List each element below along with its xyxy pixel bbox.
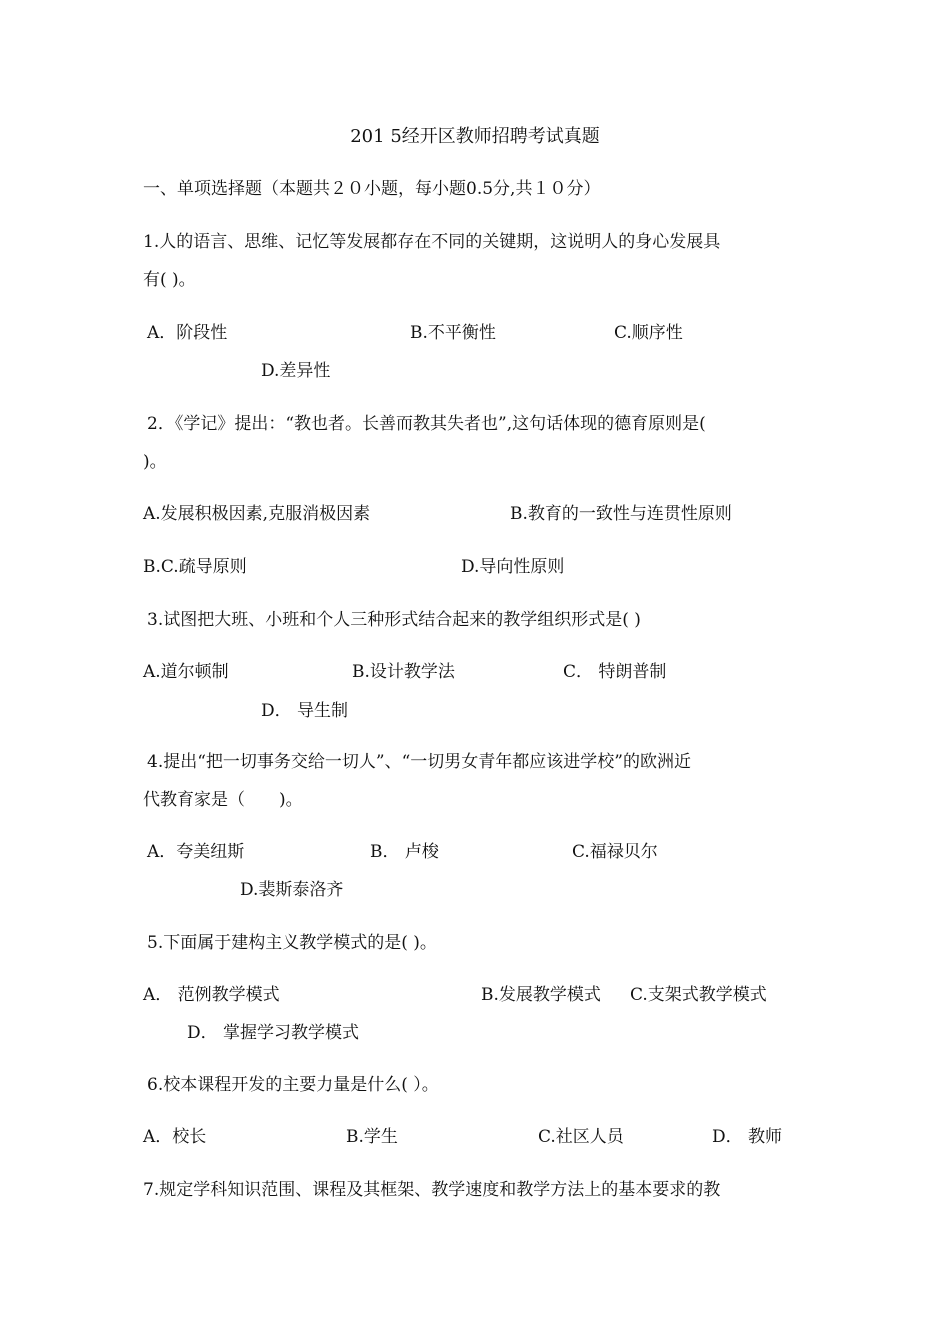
- q4-option-a: A．夸美纽斯: [147, 842, 245, 862]
- q5-option-b: B.发展教学模式: [481, 985, 601, 1005]
- q4-stem-line2: 代教育家是（ )。: [143, 790, 303, 810]
- q6-stem-line1: 6.校本课程开发的主要力量是什么( ）。: [147, 1075, 439, 1095]
- q3-option-c: C． 特朗普制: [563, 662, 667, 682]
- q5-option-c: C.支架式教学模式: [630, 985, 767, 1005]
- q3-stem-line1: 3.试图把大班、小班和个人三种形式结合起来的教学组织形式是( ): [147, 610, 641, 630]
- section-heading: 一、单项选择题（本题共２０小题，每小题0.5分,共１０分）: [143, 179, 601, 199]
- q1-option-a: A．阶段性: [147, 323, 228, 343]
- q5-option-d: D． 掌握学习教学模式: [187, 1023, 360, 1043]
- q1-option-b: B.不平衡性: [410, 323, 496, 343]
- q2-option-a: A.发展积极因素,克服消极因素: [143, 504, 371, 524]
- q3-option-d: D． 导生制: [261, 701, 349, 721]
- q6-option-a: A．校长: [143, 1127, 207, 1147]
- q6-option-b: B.学生: [346, 1127, 398, 1147]
- q4-option-c: C.福禄贝尔: [572, 842, 658, 862]
- q1-option-c: C.顺序性: [614, 323, 683, 343]
- q2-stem-line1: 2．《学记》提出：“教也者。长善而教其失者也”,这句话体现的德育原则是(: [147, 414, 706, 434]
- q5-stem-line1: 5.下面属于建构主义教学模式的是( )。: [147, 933, 437, 953]
- q2-option-b: B.教育的一致性与连贯性原则: [510, 504, 732, 524]
- q3-option-b: B.设计教学法: [352, 662, 455, 682]
- q1-stem-line1: 1.人的语言、思维、记忆等发展都存在不同的关键期，这说明人的身心发展具: [143, 232, 721, 252]
- q2-option-d: D.导向性原则: [461, 557, 565, 577]
- q1-option-d: D.差异性: [261, 361, 331, 381]
- q7-stem-line1: 7.规定学科知识范围、课程及其框架、教学速度和教学方法上的基本要求的教: [143, 1180, 721, 1200]
- document-title: 201 5经开区教师招聘考试真题: [350, 126, 600, 147]
- q2-stem-line2: )。: [143, 452, 167, 472]
- q3-option-a: A.道尔顿制: [143, 662, 229, 682]
- q6-option-d: D． 教师: [712, 1127, 783, 1147]
- q1-stem-line2: 有( )。: [143, 270, 196, 290]
- q6-option-c: C.社区人员: [538, 1127, 624, 1147]
- q2-option-c: B.C.疏导原则: [143, 557, 247, 577]
- q4-stem-line1: 4.提出“把一切事务交给一切人”、“一切男女青年都应该进学校”的欧洲近: [147, 752, 691, 772]
- q4-option-b: B． 卢梭: [370, 842, 439, 862]
- q4-option-d: D.裴斯泰洛齐: [240, 880, 344, 900]
- q5-option-a: A． 范例教学模式: [143, 985, 280, 1005]
